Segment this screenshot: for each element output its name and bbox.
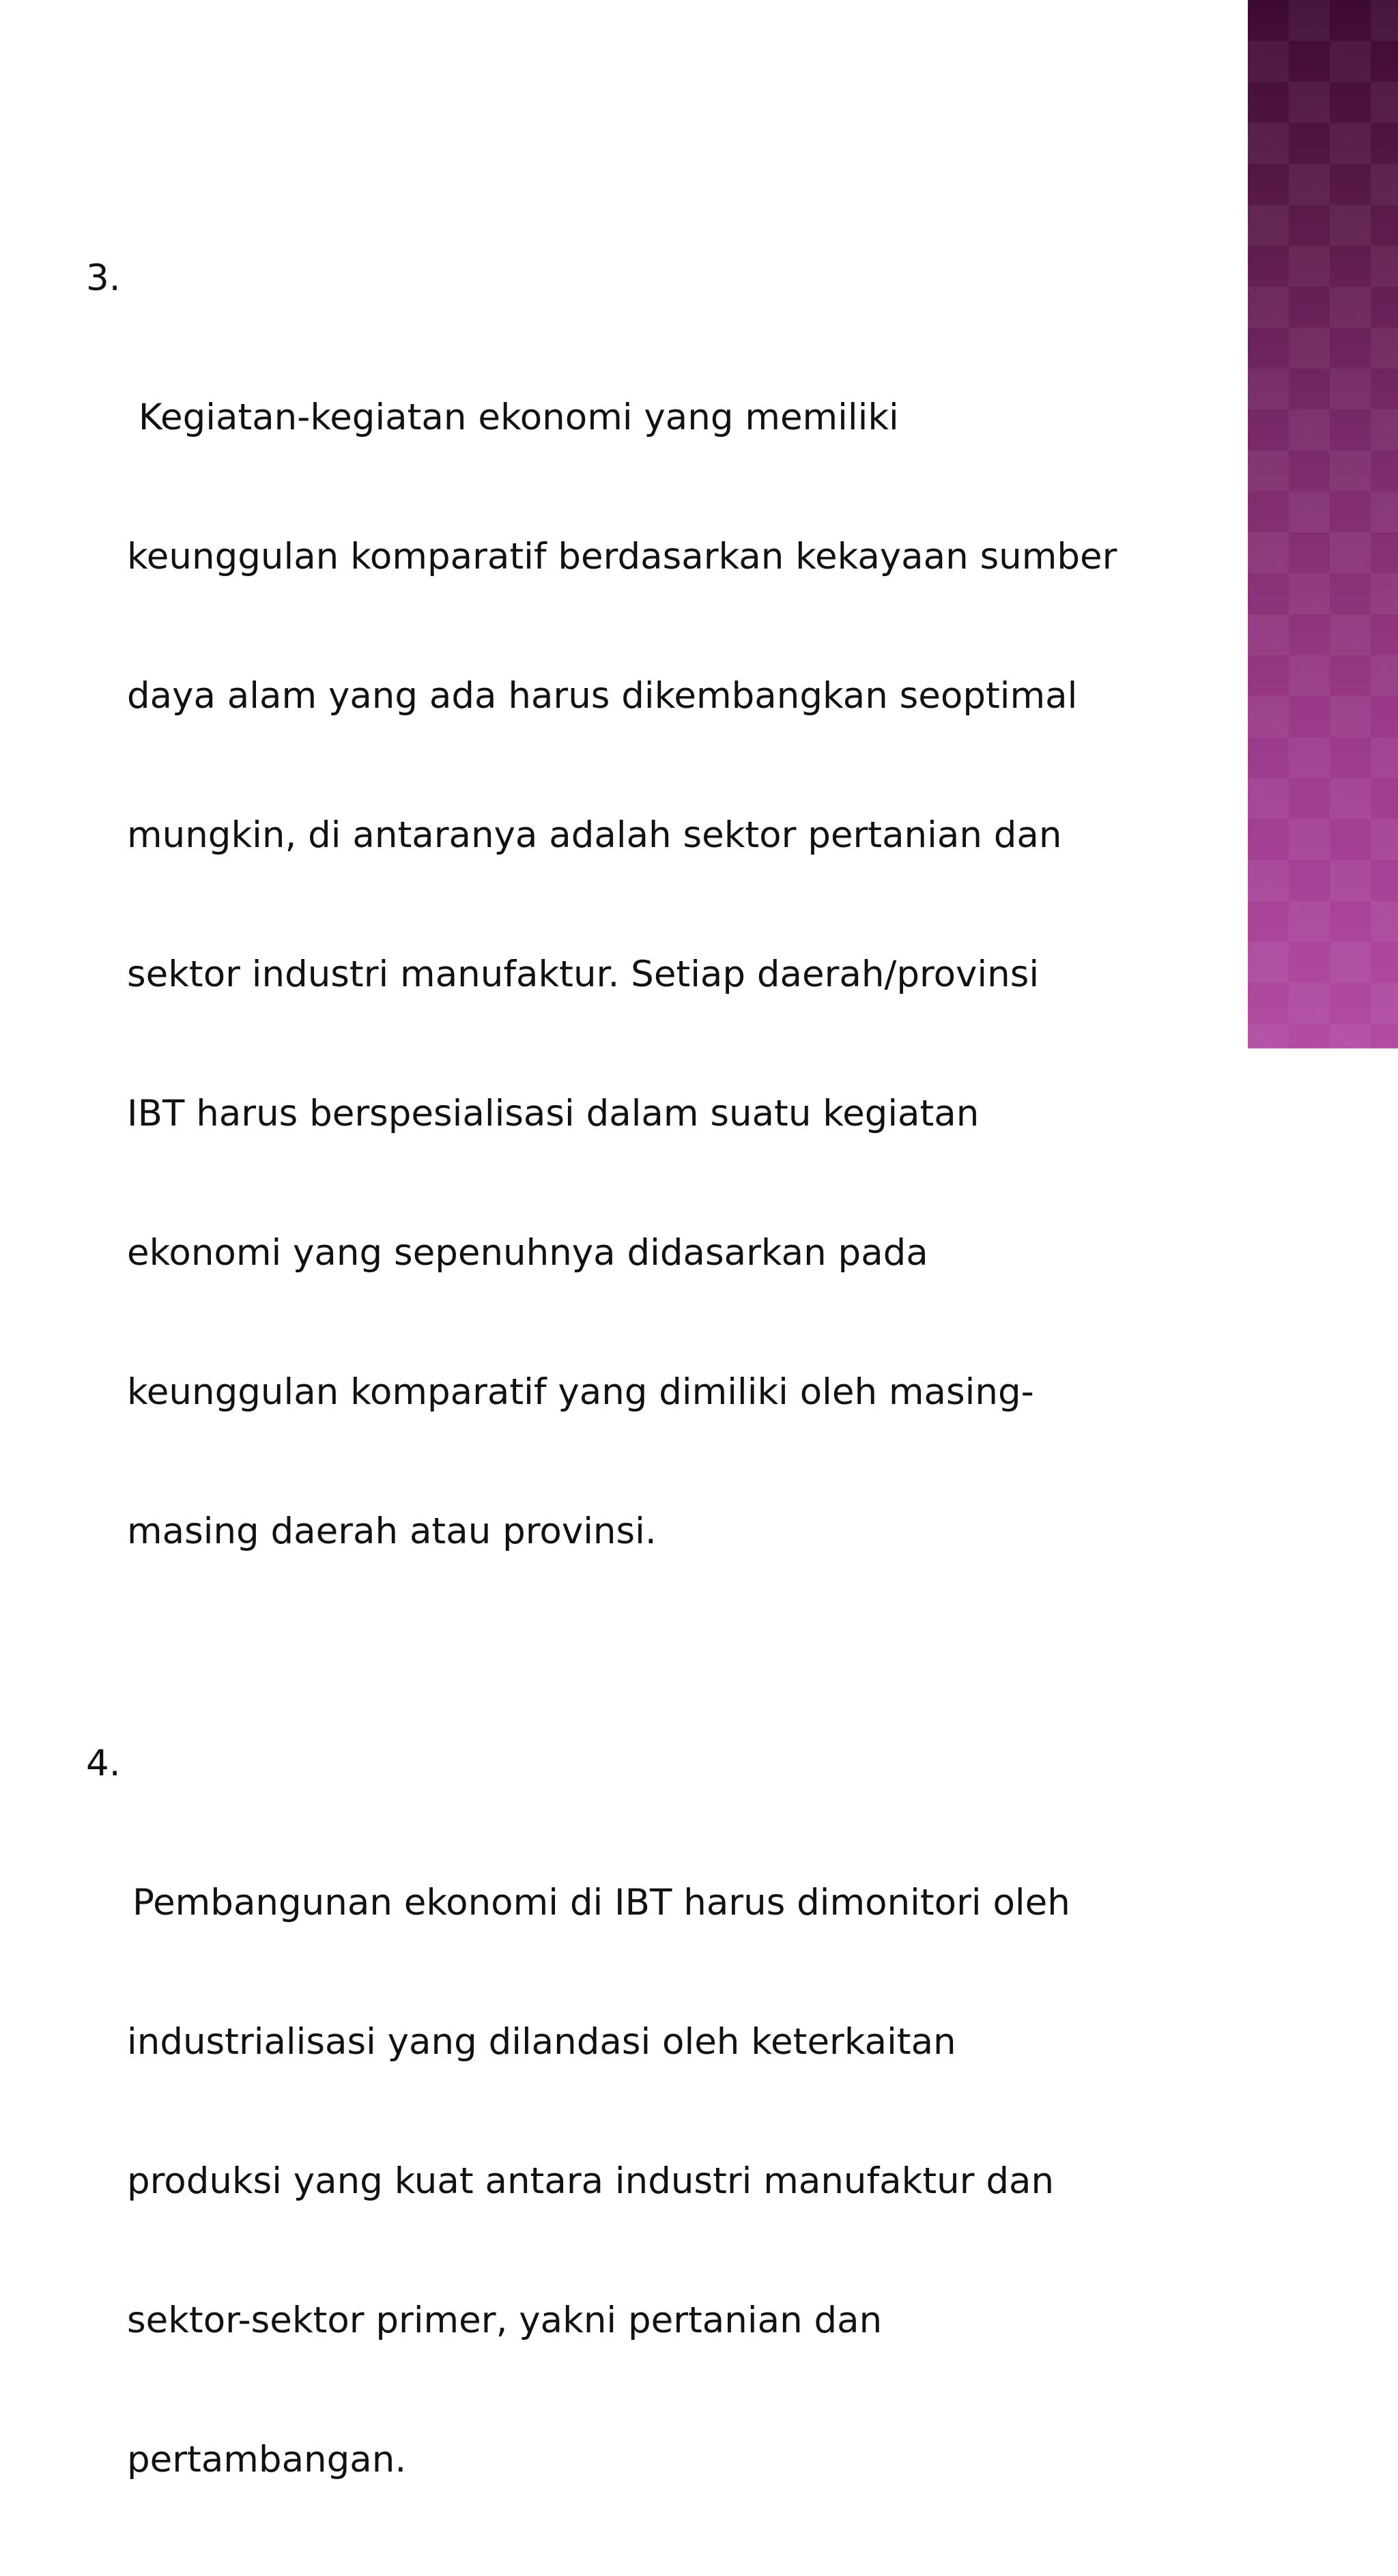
spacer	[86, 1648, 1178, 1741]
list-line: keunggulan komparatif yang dimiliki oleh masing-	[127, 1371, 1034, 1413]
list-number: 3.	[86, 257, 121, 299]
list-line: ekonomi yang sepenuhnya didasarkan pada	[127, 1232, 928, 1274]
list-number: 4.	[86, 1743, 121, 1784]
list-line-first	[86, 1880, 1178, 1926]
decorative-side-band	[1248, 0, 1398, 1048]
list-line: pertambangan.	[127, 2439, 407, 2480]
list-line: produksi yang kuat antara industri manufaktur dan	[127, 2160, 1055, 2202]
slide-body	[86, 255, 1178, 2576]
diamond-pattern	[1248, 0, 1398, 1048]
list-line: sektor-sektor primer, yakni pertanian dan	[127, 2300, 883, 2341]
list-item-3	[86, 255, 1178, 1648]
list-line: IBT harus berspesialisasi dalam suatu kegiatan	[127, 1093, 980, 1134]
list-line: sektor industri manufaktur. Setiap daerah/provinsi	[127, 954, 1040, 995]
list-line: Kegiatan-kegiatan ekonomi yang memiliki	[127, 397, 899, 438]
list-line: industrialisasi yang dilandasi oleh keterkaitan	[127, 2021, 956, 2063]
list-line: daya alam yang ada harus dikembangkan seoptimal	[127, 675, 1078, 717]
list-line: keunggulan komparatif berdasarkan kekayaan sumber	[127, 536, 1117, 577]
list-line: masing daerah atau provinsi.	[127, 1511, 657, 1552]
list-line: mungkin, di antaranya adalah sektor pertanian dan	[127, 814, 1062, 856]
list-item-4	[86, 1741, 1178, 2576]
list-line: Pembangunan ekonomi di IBT harus dimonitori oleh	[132, 1882, 1070, 1923]
